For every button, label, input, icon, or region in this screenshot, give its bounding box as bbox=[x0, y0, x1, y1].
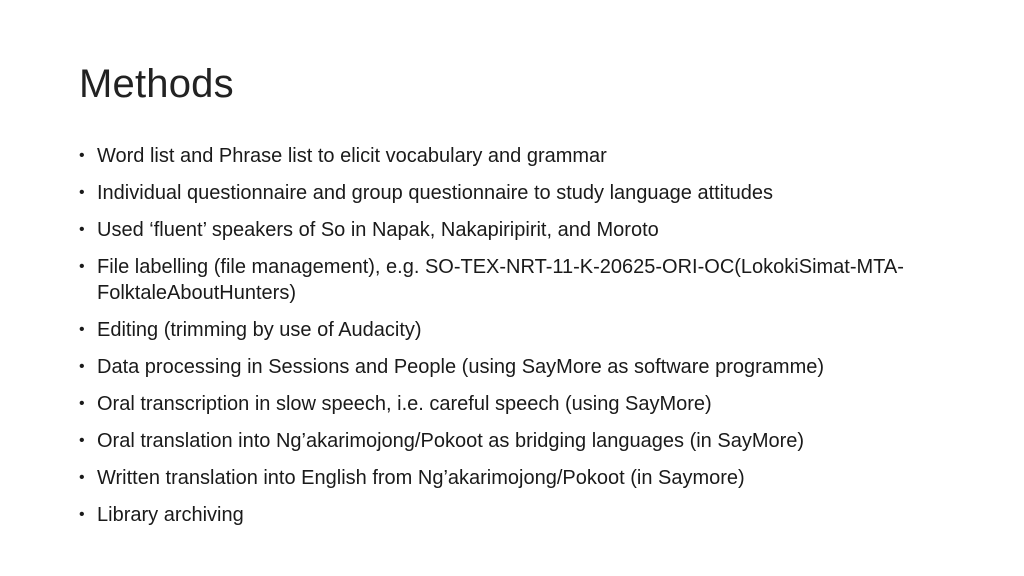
bullet-item bbox=[79, 217, 959, 243]
bullet-text: File labelling (file management), e.g. SO-TEX-NRT-11-K-20625-ORI-OC(LokokiSimat-MTA-FolktaleAboutHunters) bbox=[97, 256, 904, 304]
bullet-text: Word list and Phrase list to elicit vocabulary and grammar bbox=[97, 145, 607, 167]
bullet-item bbox=[79, 180, 959, 206]
bullet-item bbox=[79, 465, 959, 491]
bullet-item bbox=[79, 254, 959, 306]
bullet-text: Used ‘fluent’ speakers of So in Napak, Nakapiripirit, and Moroto bbox=[97, 219, 659, 241]
bullet-icon: • bbox=[79, 221, 85, 238]
bullet-text: Editing (trimming by use of Audacity) bbox=[97, 319, 422, 341]
bullet-item bbox=[79, 143, 959, 169]
bullet-item bbox=[79, 391, 959, 417]
bullet-icon: • bbox=[79, 432, 85, 449]
bullet-text: Oral transcription in slow speech, i.e. careful speech (using SayMore) bbox=[97, 393, 712, 415]
bullet-icon: • bbox=[79, 358, 85, 375]
bullet-text: Individual questionnaire and group questionnaire to study language attitudes bbox=[97, 182, 774, 204]
bullet-icon: • bbox=[79, 184, 85, 201]
bullet-icon: • bbox=[79, 321, 85, 338]
bullet-text: Written translation into English from Ng’akarimojong/Pokoot (in Saymore) bbox=[97, 467, 745, 489]
bullet-item bbox=[79, 354, 959, 380]
bullet-item bbox=[79, 428, 959, 454]
bullet-item bbox=[79, 317, 959, 343]
bullet-list bbox=[79, 143, 959, 539]
bullet-item bbox=[79, 502, 959, 528]
bullet-icon: • bbox=[79, 147, 85, 164]
bullet-text: Oral translation into Ng’akarimojong/Pokoot as bridging languages (in SayMore) bbox=[97, 430, 805, 452]
bullet-text: Data processing in Sessions and People (using SayMore as software programme) bbox=[97, 356, 825, 378]
bullet-icon: • bbox=[79, 395, 85, 412]
bullet-icon: • bbox=[79, 258, 85, 275]
bullet-text: Library archiving bbox=[97, 504, 244, 526]
bullet-icon: • bbox=[79, 506, 85, 523]
slide-title: Methods bbox=[79, 62, 234, 106]
bullet-icon: • bbox=[79, 469, 85, 486]
